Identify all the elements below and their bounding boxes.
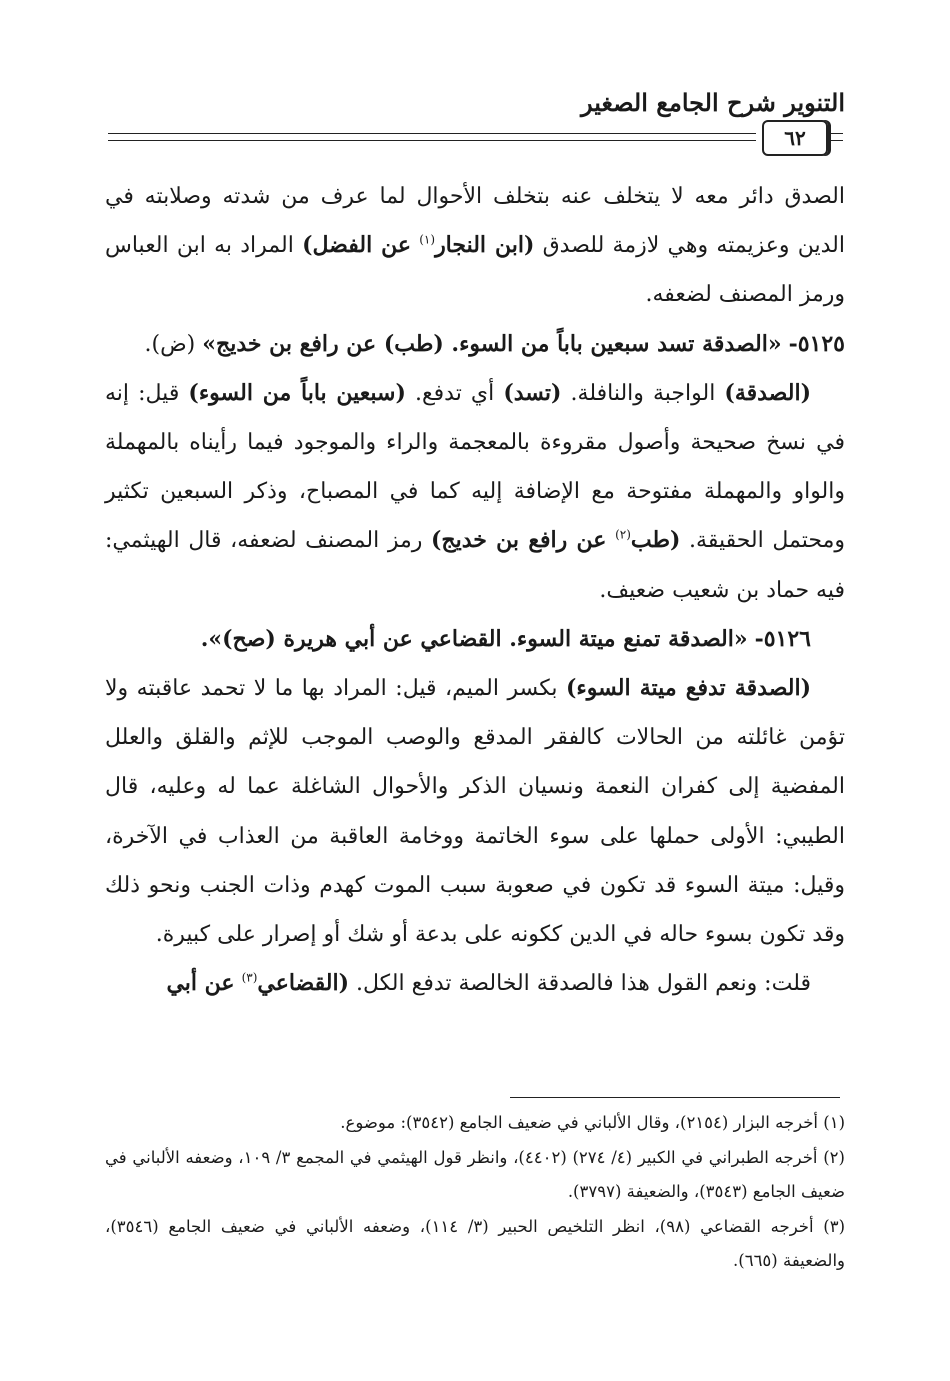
footnote-1: (١) أخرجه البزار (٢١٥٤)، وقال الألباني في ضعيف الجامع (٣٥٤٢): موضوع. [340, 1113, 845, 1132]
header-rule-right [828, 133, 843, 141]
paragraph-continuation: الصدق دائر معه لا يتخلف عنه بتخلف الأحوال لما عرف من شدته وصلابته في الدين وعزيمته وهي لازمة للصدق (ابن النجار$^{(١)}$ عن الفضل) المراد به ابن العباس ورمز المصنف لضعفه. [105, 184, 845, 308]
footnote-separator [510, 1097, 840, 1098]
hadith-text: «الصدقة تسد سبعين باباً من السوء. (طب) عن رافع بن خديج» [202, 330, 782, 357]
footnote-3: (٣) أخرجه القضاعي (٩٨)، انظر التلخيص الحبير (٣/ ١١٤)، وضعفه الألباني في ضعيف الجامع (٣٥٤٦)، والضعيفة (٦٦٥). [105, 1216, 846, 1270]
footnote-ref-2: (٢) [615, 528, 631, 543]
footnote-ref-1: (١) [419, 232, 436, 247]
footnote-2: (٢) أخرجه الطبراني في الكبير (٤/ ٢٧٤) (٤٤٠٢)، وانظر قول الهيثمي في المجمع ٣/ ١٠٩، وضعفه الألباني في ضعيف الجامع (٣٥٤٣)، والضعيفة (٣٧٩٧). [105, 1147, 845, 1201]
footnote-ref-3: (٣) [241, 970, 258, 985]
footnotes [105, 1106, 845, 1279]
hadith-number: ٥١٢٦- [754, 625, 811, 652]
commentary-5126-note: قلت: ونعم القول هذا فالصدقة الخالصة تدفع الكل. (القضاعي$^{(٣)}$ عن أبي [166, 970, 811, 997]
hadith-5125: ٥١٢٥- «الصدقة تسد سبعين باباً من السوء. (طب) عن رافع بن خديج» (ض). [144, 330, 845, 357]
header-rule [108, 133, 756, 141]
running-title: التنوير شرح الجامع الصغير [581, 88, 845, 117]
hadith-number: ٥١٢٥- [788, 330, 845, 357]
hadith-5126 [105, 615, 845, 664]
hadith-text: «الصدقة تمنع ميتة السوء. القضاعي عن أبي هريرة (صح)». [200, 625, 748, 652]
page-number: ٦٢ [762, 120, 828, 156]
commentary-5126: (الصدقة تدفع ميتة السوء) بكسر الميم، قيل: المراد بها ما لا تحمد عاقبته ولا تؤمن غائلته من الحالات كالفقر المدقع والوصب الموجب للإثم والقلق والعلل المفضية إلى كفران النعمة ونسيان الذكر والأحوال الشاغلة عما له وعليه، قال الطيبي: الأولى حملها على سوء الخاتمة ووخامة العاقبة من العذاب في الآخرة، وقيل: ميتة السوء قد تكون في صعوبة سبب الموت كهدم وذات الجنب ونحو ذلك وقد تكون بسوء حاله في الدين ككونه على بدعة أو شك أو إصرار على كبيرة. [105, 675, 845, 948]
body-text [105, 172, 845, 1008]
commentary-5125: (الصدقة) الواجبة والنافلة. (تسد) أي تدفع. (سبعين باباً من السوء) قيل: إنه في نسخ صحيحة وأصول مقروءة بالمعجمة والراء والموجود فيما رأيناه بالمهملة والواو والمهملة مفتوحة مع الإضافة إليه كما في المصباح، وذكر السبعين تكثير ومحتمل الحقيقة. (طب$^{(٢)}$ عن رافع بن خديج) رمز المصنف لضعفه، قال الهيثمي: فيه حماد بن شعيب ضعيف. [105, 379, 845, 603]
